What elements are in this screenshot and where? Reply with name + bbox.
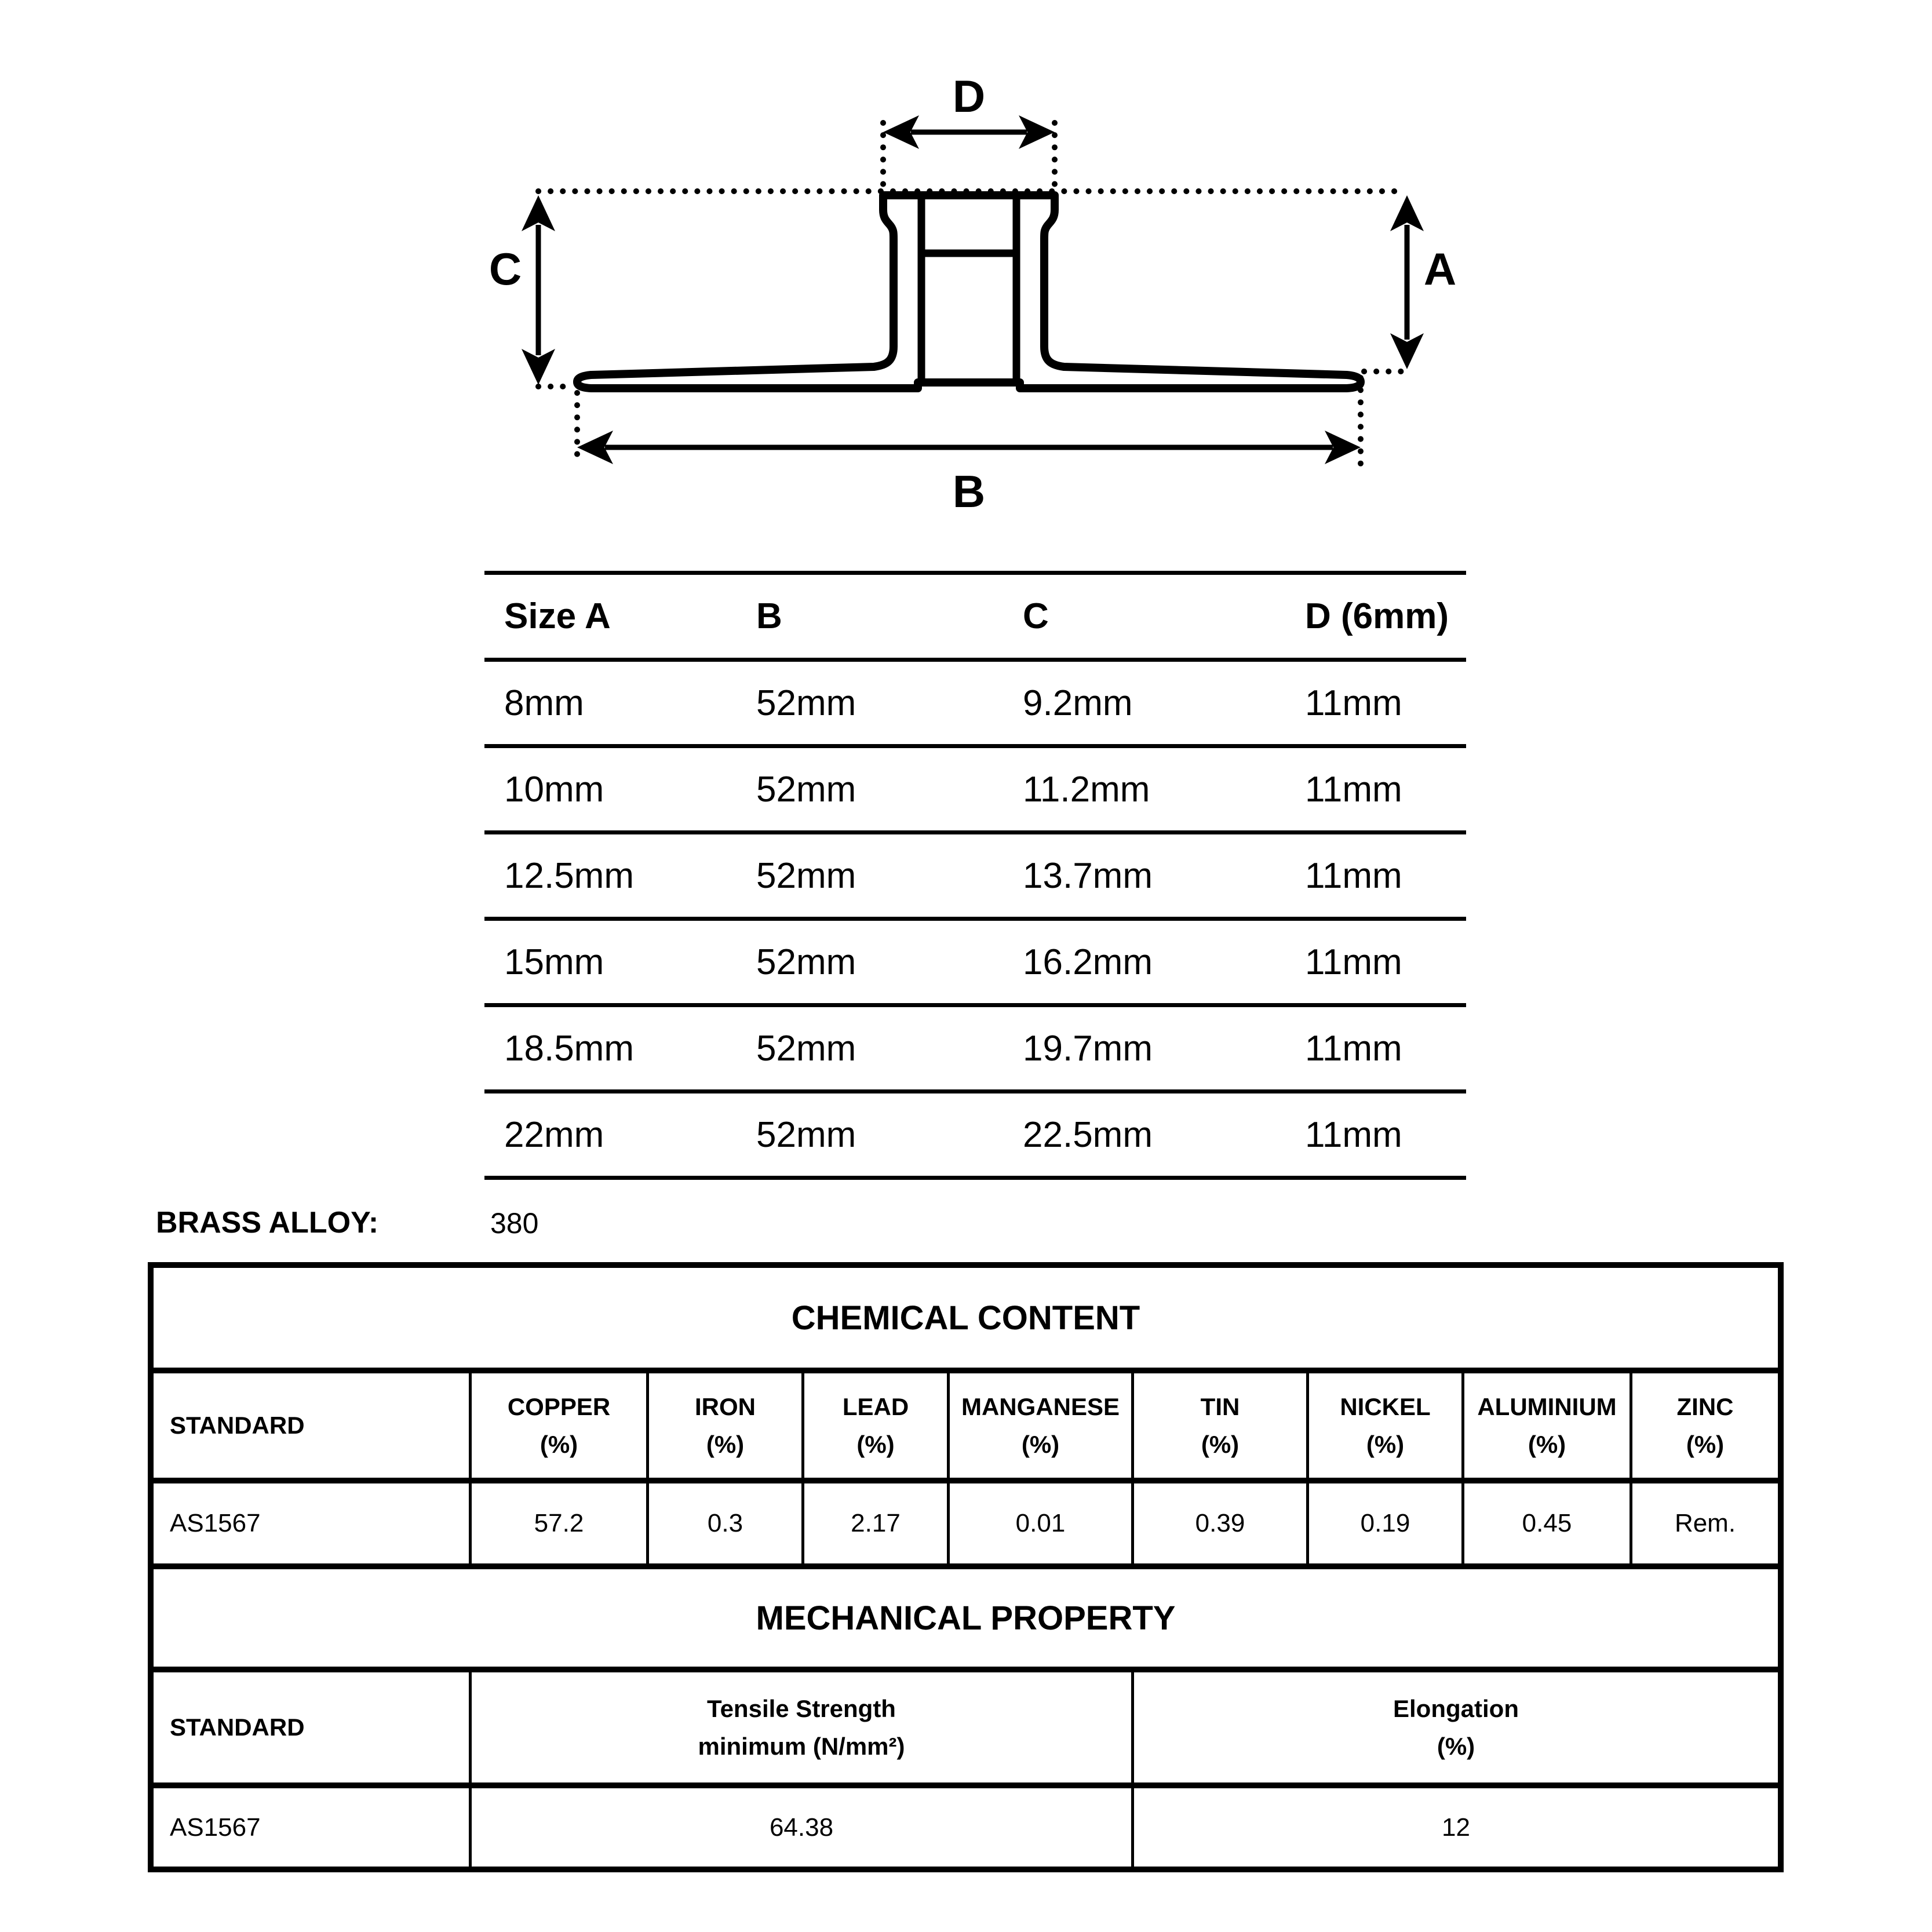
chem-header-lead: LEAD (%)	[804, 1373, 950, 1478]
brass-alloy-label: BRASS ALLOY:	[156, 1206, 379, 1240]
size-table	[484, 571, 1466, 1180]
chem-standard-value: AS1567	[154, 1483, 472, 1563]
mech-standard-value: AS1567	[154, 1788, 472, 1867]
size-d-value: 11mm	[1305, 1028, 1402, 1069]
size-d-value: 11mm	[1305, 1114, 1402, 1155]
dim-label-b: B	[952, 466, 986, 517]
size-c-value: 13.7mm	[1023, 855, 1153, 896]
size-d-value: 11mm	[1305, 942, 1402, 982]
chem-zinc-value: Rem.	[1674, 1509, 1736, 1537]
size-c-value: 11.2mm	[1023, 769, 1150, 810]
mech-tensile-value: 64.38	[472, 1788, 1134, 1867]
chem-iron-value: 0.3	[649, 1483, 804, 1563]
size-col-header-b: B	[756, 596, 782, 636]
size-a-value: 8mm	[504, 683, 584, 723]
chem-header-standard: STANDARD	[154, 1373, 472, 1478]
dimension-a-arrow	[1390, 195, 1424, 369]
construction-dotted-lines	[538, 123, 1408, 465]
size-table-row	[484, 1093, 1466, 1180]
part-cross-section-drawing	[481, 35, 1466, 527]
brass-alloy-value: 380	[490, 1207, 539, 1240]
chem-header-copper: COPPER (%)	[472, 1373, 649, 1478]
size-col-header-a: Size A	[504, 596, 611, 636]
chemical-title: CHEMICAL CONTENT	[791, 1299, 1140, 1337]
size-table-header-row	[484, 575, 1466, 662]
part-outline	[577, 195, 1361, 388]
size-d-value: 11mm	[1305, 855, 1402, 896]
chem-tin-value: 0.39	[1134, 1483, 1309, 1563]
mech-header-elongation: Elongation (%)	[1393, 1694, 1519, 1760]
chem-header-nickel: NICKEL (%)	[1309, 1373, 1464, 1478]
size-c-value: 19.7mm	[1023, 1028, 1153, 1069]
chem-nickel-value: 0.19	[1309, 1483, 1464, 1563]
brass-alloy-line	[0, 1205, 1932, 1240]
size-c-value: 9.2mm	[1023, 683, 1133, 723]
size-b-value: 52mm	[756, 683, 856, 723]
dim-label-d: D	[952, 71, 986, 122]
chemical-data-row	[154, 1483, 1778, 1569]
size-a-value: 15mm	[504, 942, 604, 982]
chem-aluminium-value: 0.45	[1464, 1483, 1632, 1563]
chem-header-manganese: MANGANESE (%)	[950, 1373, 1134, 1478]
dim-label-a: A	[1423, 243, 1457, 294]
size-b-value: 52mm	[756, 855, 856, 896]
size-c-value: 16.2mm	[1023, 942, 1153, 982]
chem-lead-value: 2.17	[804, 1483, 950, 1563]
spec-table	[148, 1262, 1784, 1872]
chemical-title-row	[154, 1268, 1778, 1373]
size-col-header-d: D (6mm)	[1305, 596, 1449, 636]
chemical-header-row	[154, 1373, 1778, 1483]
chem-header-iron: IRON (%)	[649, 1373, 804, 1478]
chem-manganese-value: 0.01	[950, 1483, 1134, 1563]
mechanical-header-row	[154, 1672, 1778, 1788]
chem-header-aluminium: ALUMINIUM (%)	[1464, 1373, 1632, 1478]
mech-header-tensile: Tensile Strength minimum (N/mm²)	[472, 1672, 1134, 1782]
dim-label-c: C	[489, 243, 522, 294]
size-table-row	[484, 748, 1466, 834]
size-a-value: 22mm	[504, 1114, 604, 1155]
size-d-value: 11mm	[1305, 769, 1402, 810]
dimension-c-arrow	[522, 195, 555, 385]
mech-elongation-value: 12	[1442, 1813, 1470, 1842]
chem-copper-value: 57.2	[472, 1483, 649, 1563]
chem-header-zinc: ZINC (%)	[1676, 1393, 1734, 1458]
size-b-value: 52mm	[756, 1028, 856, 1069]
size-c-value: 22.5mm	[1023, 1114, 1153, 1155]
size-col-header-c: C	[1023, 596, 1049, 636]
mechanical-title: MECHANICAL PROPERTY	[756, 1599, 1176, 1637]
size-table-row	[484, 1007, 1466, 1093]
size-d-value: 11mm	[1305, 683, 1402, 723]
dimension-b-arrow	[577, 431, 1361, 464]
size-b-value: 52mm	[756, 1114, 856, 1155]
size-table-row	[484, 834, 1466, 921]
size-a-value: 18.5mm	[504, 1028, 634, 1069]
size-b-value: 52mm	[756, 769, 856, 810]
size-table-row	[484, 662, 1466, 748]
mechanical-title-row	[154, 1569, 1778, 1672]
size-a-value: 10mm	[504, 769, 604, 810]
chem-header-tin: TIN (%)	[1134, 1373, 1309, 1478]
size-a-value: 12.5mm	[504, 855, 634, 896]
mechanical-data-row	[154, 1788, 1778, 1867]
size-table-row	[484, 921, 1466, 1007]
size-b-value: 52mm	[756, 942, 856, 982]
mech-header-standard: STANDARD	[154, 1672, 472, 1782]
bore-lines	[921, 199, 1016, 378]
